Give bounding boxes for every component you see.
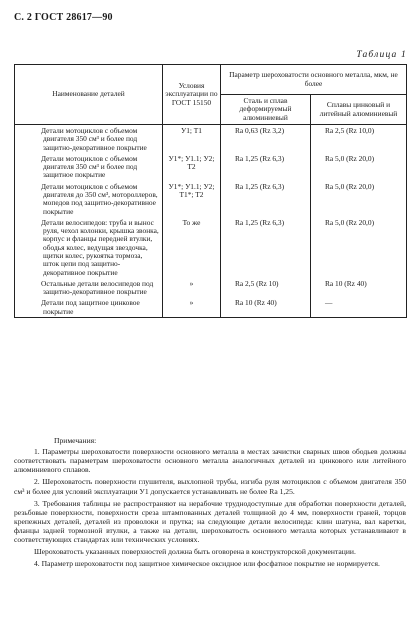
page-header: С. 2 ГОСТ 28617—90 [14, 12, 113, 23]
table-row [15, 125, 407, 153]
row-zinc-value: Ra 5,0 (Rz 20,0) [311, 181, 407, 217]
col-header-zinc: Сплавы цинковый и литейный алюминиевый [311, 95, 407, 125]
row-zinc-value: — [311, 297, 407, 317]
row-steel-value: Ra 1,25 (Rz 6,3) [221, 217, 311, 278]
note-item: Шероховатость указанных поверхностей должна быть оговорена в конструкторской документации. [34, 547, 356, 557]
note-item: 1. Параметры шероховатости поверхности основного металла в местах зачистки сварных швов ободьев должны соответствовать параметрам шероховатости основного металла аналогичных деталей из цинкового или литейного алюминиевого сплавов. [14, 447, 406, 475]
table-row [15, 297, 407, 317]
row-name: Детали мотоциклов с объемом двигателя 350 см³ и более под защитное покрытие [15, 153, 163, 181]
row-steel-value: Ra 0,63 (Rz 3,2) [221, 125, 311, 153]
col-header-conditions: Условия эксплуатации по ГОСТ 15150 [163, 65, 221, 125]
notes-title: Примечания: [54, 436, 97, 445]
row-zinc-value: Ra 5,0 (Rz 20,0) [311, 153, 407, 181]
note-item: 4. Параметр шероховатости под защитное химическое оксидное или фосфатное покрытие не нормируется. [34, 559, 380, 569]
row-name: Детали мотоциклов с объемом двигателя 350 см³ и более под защитно-декоративное покрытие [15, 125, 163, 153]
row-conditions: У1*; У1.1; У2; Т2 [163, 153, 221, 181]
table-row [15, 153, 407, 181]
col-header-param: Параметр шероховатости основного металла, мкм, не более [221, 65, 407, 95]
row-conditions: То же [163, 217, 221, 278]
row-steel-value: Ra 2,5 (Rz 10) [221, 278, 311, 298]
row-steel-value: Ra 1,25 (Rz 6,3) [221, 153, 311, 181]
row-name: Детали велосипедов: труба и вынос руля, чехол колонки, крышка звонка, корпус и фланцы передней втулки, ободья колес, ведущая звездочка, щитки колес, рукоятка тормоза, шток цепи под защитно-декоративное покрытие [15, 217, 163, 278]
row-name: Остальные детали велосипедов под защитно-декоративное покрытие [15, 278, 163, 298]
row-conditions: » [163, 297, 221, 317]
row-name: Детали под защитное цинковое покрытие [15, 297, 163, 317]
row-zinc-value: Ra 10 (Rz 40) [311, 278, 407, 298]
row-zinc-value: Ra 2,5 (Rz 10,0) [311, 125, 407, 153]
row-steel-value: Ra 10 (Rz 40) [221, 297, 311, 317]
col-header-steel: Сталь и сплав деформируемый алюминиевый [221, 95, 311, 125]
table-caption: Таблица 1 [356, 50, 407, 60]
note-item: 3. Требования таблицы не распространяют на нерабочие труднодоступные для обработки поверхности деталей, резьбовые поверхности, поверхности среза штампованных деталей толщиной до 4 мм, поверхности граней, торцов крепежных деталей, деталей из проволоки и прутка; на следующие детали велосипеда: клин шатуна, вал каретки, фланцы задней тормозной втулки, а также на детали, шероховатость основного металла которых устанавливают в соответствующих стандартах или технических условиях. [14, 498, 406, 545]
table-row [15, 181, 407, 217]
row-steel-value: Ra 1,25 (Rz 6,3) [221, 181, 311, 217]
note-item: 2. Шероховатость поверхности глушителя, выхлопной трубы, изгиба руля мотоциклов с объемом двигателя 350 см³ и более для условий эксплуатации У1 допускается устанавливать не более Ra 1,25. [14, 477, 406, 496]
row-conditions: У1; Т1 [163, 125, 221, 153]
roughness-table [14, 64, 407, 318]
table-row [15, 278, 407, 298]
row-conditions: » [163, 278, 221, 298]
table-row [15, 217, 407, 278]
row-zinc-value: Ra 5,0 (Rz 20,0) [311, 217, 407, 278]
row-conditions: У1*; У1.1; У2; Т1*; Т2 [163, 181, 221, 217]
notes-section [14, 436, 406, 571]
col-header-name: Наименование деталей [15, 65, 163, 125]
row-name: Детали мотоциклов с объемом двигателя до 350 см³, мотороллеров, мопедов под защитно-декоративное покрытие [15, 181, 163, 217]
